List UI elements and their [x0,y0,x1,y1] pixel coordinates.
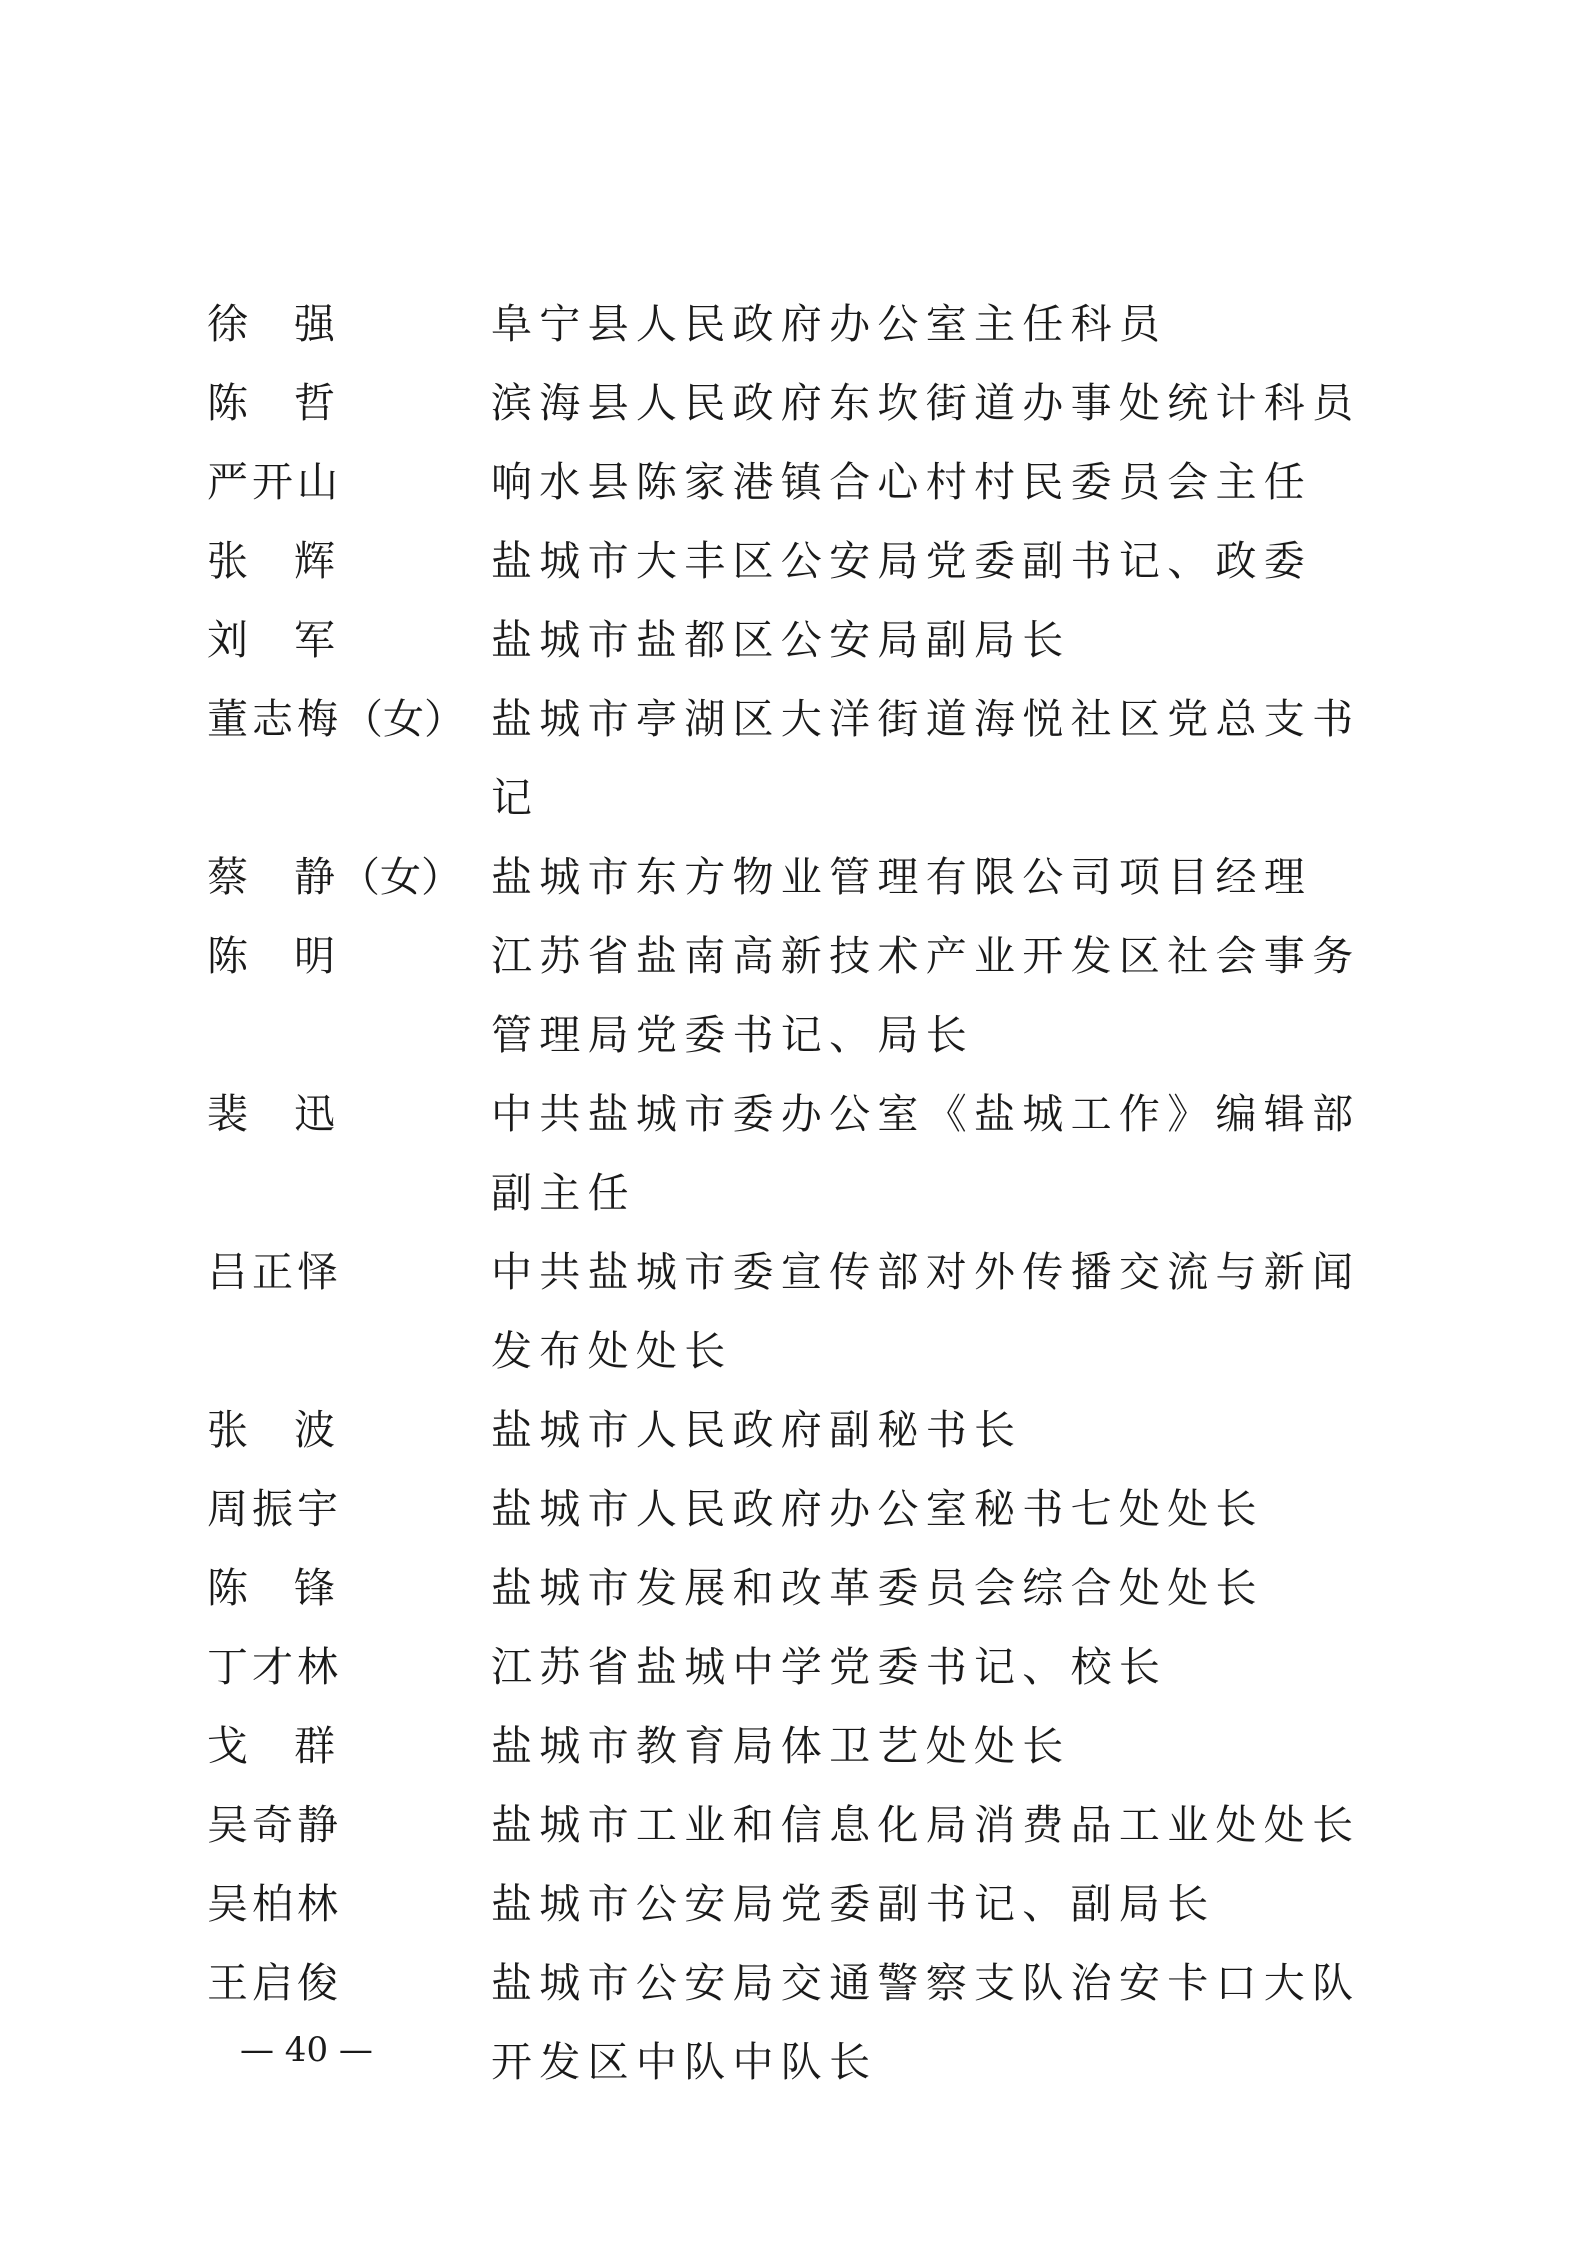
page-number: — 40 — [240,2030,373,2070]
name-text: 陈 锋 [207,1564,339,1612]
list-item [207,1470,1387,1549]
person-name [207,601,491,680]
name-text: 董志梅 [207,695,342,743]
person-title: 江苏省盐城中学党委书记、校长 [491,1643,1168,1691]
name-text: 蔡 静 [207,853,339,901]
name-text: 戈 群 [207,1722,339,1770]
person-title: 盐城市公安局交通警察支队治安卡口大队开发区中队中队长 [491,1959,1361,2086]
person-name [207,1549,491,1628]
name-text: 王启俊 [207,1959,342,2007]
person-title: 中共盐城市委宣传部对外传播交流与新闻发布处处长 [491,1248,1361,1375]
list-item [207,364,1387,443]
list-item [207,1075,1387,1233]
list-item [207,1786,1387,1865]
person-name [207,1865,491,1944]
person-title: 盐城市盐都区公安局副局长 [491,616,1071,664]
name-text: 裴 迅 [207,1090,339,1138]
person-name [207,1391,491,1470]
person-name [207,1944,491,2023]
name-text: 丁才林 [207,1643,342,1691]
person-title: 江苏省盐南高新技术产业开发区社会事务管理局党委书记、局长 [491,932,1361,1059]
gender-note: （女） [342,695,465,743]
list-item [207,917,1387,1075]
person-name [207,1786,491,1865]
person-title: 盐城市工业和信息化局消费品工业处处长 [491,1801,1361,1849]
list-item [207,1549,1387,1628]
person-title: 盐城市教育局体卫艺处处长 [491,1722,1071,1770]
personnel-list [207,285,1387,2102]
list-item [207,680,1387,838]
list-item [207,1391,1387,1470]
name-text: 周振宇 [207,1485,342,1533]
person-title: 中共盐城市委办公室《盐城工作》编辑部副主任 [491,1090,1361,1217]
name-text: 严开山 [207,458,342,506]
person-name [207,680,491,759]
person-title: 滨海县人民政府东坎街道办事处统计科员 [491,379,1361,427]
name-text: 吴奇静 [207,1801,342,1849]
list-item [207,1944,1387,2102]
name-text: 张 波 [207,1406,339,1454]
person-title: 盐城市亭湖区大洋街道海悦社区党总支书记 [491,695,1361,822]
name-text: 吕正怿 [207,1248,342,1296]
list-item [207,1707,1387,1786]
gender-note: （女） [339,853,462,901]
person-name [207,285,491,364]
person-name [207,364,491,443]
person-name [207,1075,491,1154]
person-title: 盐城市大丰区公安局党委副书记、政委 [491,537,1313,585]
list-item [207,838,1387,917]
person-title: 盐城市东方物业管理有限公司项目经理 [491,853,1313,901]
person-name [207,838,491,917]
person-title: 阜宁县人民政府办公室主任科员 [491,300,1168,348]
person-name [207,1628,491,1707]
person-title: 响水县陈家港镇合心村村民委员会主任 [491,458,1313,506]
list-item [207,601,1387,680]
person-name [207,1233,491,1312]
name-text: 陈 哲 [207,379,339,427]
list-item [207,1865,1387,1944]
person-name [207,1470,491,1549]
person-title: 盐城市人民政府办公室秘书七处处长 [491,1485,1264,1533]
list-item [207,285,1387,364]
person-name [207,1707,491,1786]
name-text: 陈 明 [207,932,339,980]
person-title: 盐城市发展和改革委员会综合处处长 [491,1564,1264,1612]
name-text: 徐 强 [207,300,339,348]
name-text: 吴柏林 [207,1880,342,1928]
list-item [207,1233,1387,1391]
person-name [207,917,491,996]
person-name [207,522,491,601]
person-name [207,443,491,522]
person-title: 盐城市人民政府副秘书长 [491,1406,1023,1454]
list-item [207,522,1387,601]
person-title: 盐城市公安局党委副书记、副局长 [491,1880,1216,1928]
name-text: 刘 军 [207,616,339,664]
list-item [207,1628,1387,1707]
name-text: 张 辉 [207,537,339,585]
list-item [207,443,1387,522]
